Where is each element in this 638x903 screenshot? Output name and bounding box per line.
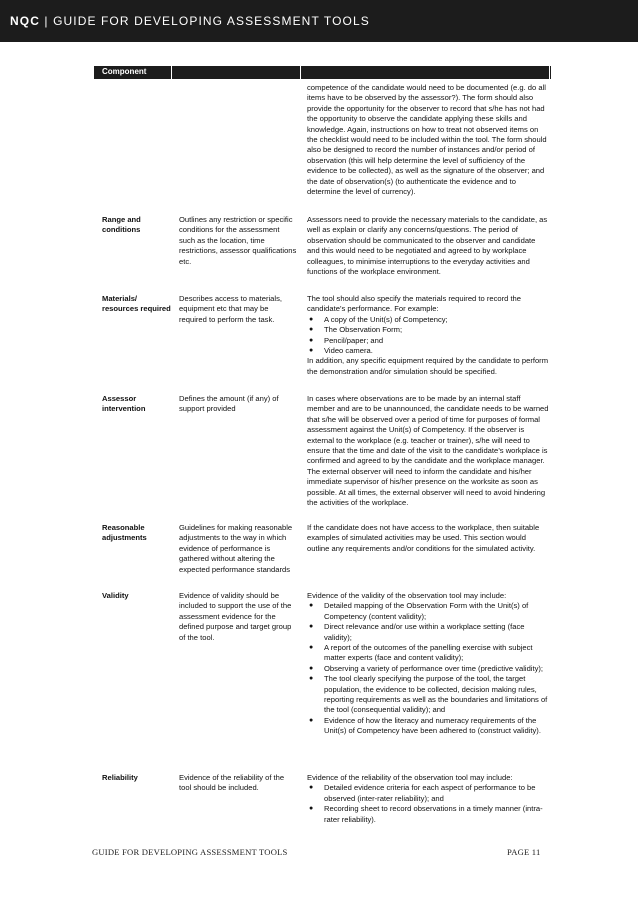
component-label: Reliability <box>102 773 138 782</box>
document-title: GUIDE FOR DEVELOPING ASSESSMENT TOOLS <box>53 14 370 28</box>
bullet-list <box>307 315 549 357</box>
component-description: Evidence of validity should be included to support the use of the assessment evidence for the defined purpose and target group of the tool. <box>179 591 292 642</box>
component-text: If the candidate does not have access to the workplace, then suitable examples of simulated activities may be used. This section would outline any requirements and/or conditions for the simulated activity. <box>307 523 540 553</box>
component-intro: The tool should also specify the materials required to record the candidate’s performance. For example: <box>307 294 522 314</box>
bullet-list <box>307 783 549 825</box>
bullet-icon: ● <box>309 336 314 344</box>
list-item: ● A report of the outcomes of the panelling exercise with subject matter experts (face and content validity); <box>309 643 533 663</box>
component-text <box>307 773 549 825</box>
bullet-icon: ● <box>309 675 314 683</box>
component-intro: Evidence of the validity of the observation tool may include: <box>307 591 507 600</box>
bullet-icon: ● <box>309 716 314 724</box>
list-item: ● Video camera. <box>309 346 373 356</box>
footer-title: GUIDE FOR DEVELOPING ASSESSMENT TOOLS <box>92 847 288 857</box>
component-text <box>307 591 549 737</box>
table-header <box>94 66 551 79</box>
header-title <box>10 14 370 28</box>
bullet-icon: ● <box>309 602 314 610</box>
bullet-icon: ● <box>309 315 314 323</box>
component-description: Describes access to materials, equipment etc that may be required to perform the task. <box>179 294 282 324</box>
component-text <box>307 294 549 377</box>
list-item: ● Evidence of how the literacy and numeracy requirements of the Unit(s) of Competency have been adhered to (construct validity). <box>309 715 541 736</box>
component-description: Evidence of the reliability of the tool should be included. <box>179 773 285 793</box>
list-item: ● The tool clearly specifying the purpose of the tool, the target population, the evidence to be collected, decision making rules, reporting requirements as well as the boundaries and limitations of the tool (consequential validity); and <box>309 674 548 715</box>
column-divider <box>300 66 301 79</box>
list-item: ● The Observation Form; <box>309 325 403 335</box>
page-footer <box>0 847 638 861</box>
list-item: ● A copy of the Unit(s) of Competency; <box>309 314 448 324</box>
list-item: ● Direct relevance and/or use within a workplace setting (face validity); <box>309 622 525 642</box>
page-number: PAGE 11 <box>507 847 541 857</box>
bullet-icon: ● <box>309 347 314 355</box>
bullet-list <box>307 601 549 736</box>
component-text: In cases where observations are to be made by an internal staff member and are to be unannounced, the candidate needs to be warned that s/he will be observed over a period of time for purposes of formal assessment against the Unit(s) of Competency. If the observer is external to the workplace (e.g. teacher or trainer), s/he will need to ensure that the time and date of the visit to the candidate’s workplace is confirmed and agreed to by the candidate and the workplace manager. The external observer will need to inform the candidate and his/her immediate supervisor of his/her presence on the worksite as soon as possible. At all times, the external observer will need to avoid hindering the activities of the workplace. <box>307 394 549 508</box>
component-intro: Evidence of the reliability of the observation tool may include: <box>307 773 513 782</box>
continuation-text: competence of the candidate would need to be documented (e.g. do all items have to be observed by the assessor?). The form should also provide the opportunity for the observer to record that s/he has not had the opportunity to observe the candidate applying these skills and knowledge. Again, instructions on how to treat not observed items on the checklist would need to be included within the tool. The form should also be designed to record the number of instances and/or period of observation (this will help determine the level of sufficiency of the evidence to be collected), as well as the signature of the observer; and the date of observation(s) (to authenticate the evidence and to determine the level of currency). <box>307 83 547 197</box>
brand-logo: NQC <box>10 14 40 28</box>
component-label: Range and conditions <box>102 215 141 235</box>
bullet-icon: ● <box>309 805 314 813</box>
bullet-icon: ● <box>309 664 314 672</box>
list-item: ● Detailed mapping of the Observation Form with the Unit(s) of Competency (content validity); <box>309 601 529 621</box>
list-item: ● Recording sheet to record observations in a timely manner (intra-rater reliability). <box>309 804 543 824</box>
component-description: Defines the amount (if any) of support provided <box>179 394 279 414</box>
component-label: Validity <box>102 591 129 600</box>
bullet-icon: ● <box>309 644 314 652</box>
bullet-icon: ● <box>309 784 314 792</box>
column-divider <box>171 66 172 79</box>
component-label: Assessor intervention <box>102 394 146 414</box>
component-label: Reasonable adjustments <box>102 523 147 543</box>
header-banner <box>0 0 638 42</box>
list-item: ● Pencil/paper; and <box>309 335 384 345</box>
component-description: Guidelines for making reasonable adjustments to the way in which evidence of performance is gathered without altering the expected performance standards <box>179 523 293 574</box>
list-item: ● Detailed evidence criteria for each aspect of performance to be observed (inter-rater reliability); and <box>309 783 536 803</box>
component-label: Materials/ resources required <box>102 294 171 314</box>
column-divider <box>549 66 550 79</box>
component-description: Outlines any restriction or specific conditions for the assessment such as the location, time restrictions, assessor qualifications etc. <box>179 215 297 266</box>
component-outro: In addition, any specific equipment required by the candidate to perform the demonstration and/or simulation should be specified. <box>307 356 549 376</box>
header-separator: | <box>44 14 49 28</box>
bullet-icon: ● <box>309 623 314 631</box>
list-item: ● Observing a variety of performance over time (predictive validity); <box>309 663 544 673</box>
component-text: Assessors need to provide the necessary materials to the candidate, as well as explain or clarify any concerns/questions. The period of observation should be communicated to the observer and candidate and this would need to be negotiated and agreed to by workplace colleagues, to minimise interruptions to the everyday activities and functions of the workplace environment. <box>307 215 548 277</box>
bullet-icon: ● <box>309 326 314 334</box>
column-header-component: Component <box>102 67 147 76</box>
